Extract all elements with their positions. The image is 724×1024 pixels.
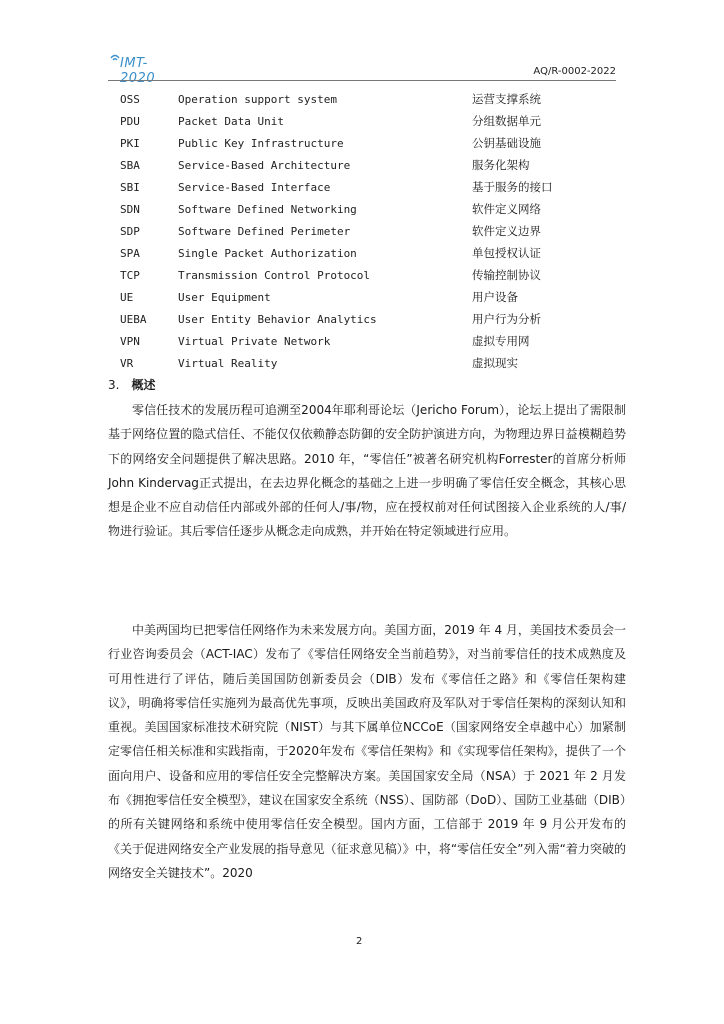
abbreviation-cell: SDN bbox=[120, 202, 140, 216]
english-term-cell: Virtual Private Network bbox=[178, 334, 331, 348]
abbreviation-cell: VR bbox=[120, 356, 134, 370]
english-term-cell: Software Defined Perimeter bbox=[178, 224, 351, 238]
section-heading bbox=[108, 376, 155, 393]
abbreviation-cell: PKI bbox=[120, 136, 140, 150]
english-term-cell: Operation support system bbox=[178, 92, 337, 106]
header-rule bbox=[108, 80, 616, 81]
table-row bbox=[120, 154, 590, 176]
chinese-term-cell: 传输控制协议 bbox=[472, 268, 541, 282]
chinese-term-cell: 用户设备 bbox=[472, 290, 518, 304]
english-term-cell: User Entity Behavior Analytics bbox=[178, 312, 377, 326]
table-row bbox=[120, 352, 590, 374]
abbreviation-cell: TCP bbox=[120, 268, 140, 282]
chinese-term-cell: 基于服务的接口 bbox=[472, 180, 553, 194]
english-term-cell: Service-Based Architecture bbox=[178, 158, 351, 172]
abbreviation-table bbox=[120, 88, 590, 374]
abbreviation-cell: PDU bbox=[120, 114, 140, 128]
table-row bbox=[120, 242, 590, 264]
chinese-term-cell: 单包授权认证 bbox=[472, 246, 541, 260]
abbreviation-cell: SPA bbox=[120, 246, 140, 260]
logo-text: IMT-2020 bbox=[120, 56, 156, 86]
chinese-term-cell: 用户行为分析 bbox=[472, 312, 541, 326]
table-row bbox=[120, 176, 590, 198]
english-term-cell: Service-Based Interface bbox=[178, 180, 331, 194]
table-row bbox=[120, 330, 590, 352]
chinese-term-cell: 虚拟专用网 bbox=[472, 334, 530, 348]
english-term-cell: Virtual Reality bbox=[178, 356, 278, 370]
abbreviation-cell: SBI bbox=[120, 180, 140, 194]
table-row bbox=[120, 264, 590, 286]
chinese-term-cell: 分组数据单元 bbox=[472, 114, 541, 128]
english-term-cell: Single Packet Authorization bbox=[178, 246, 357, 260]
table-row bbox=[120, 198, 590, 220]
english-term-cell: User Equipment bbox=[178, 290, 271, 304]
page-header bbox=[108, 50, 616, 86]
english-term-cell: Public Key Infrastructure bbox=[178, 136, 344, 150]
table-row bbox=[120, 110, 590, 132]
paragraph: 中美两国均已把零信任网络作为未来发展方向。美国方面，2019 年 4 月，美国技术委员会一行业咨询委员会（ACT-IAC）发布了《零信任网络安全当前趋势》，对当前零信任的技术成熟度及可用性进行了评估，随后美国国防创新委员会（DIB）发布《零信任之路》和《零信任架构建议》，明确将零信任实施列为最高优先事项，反映出美国政府及军队对于零信任架构的深刻认知和重视。美国国家标准技术研究院（NIST）与其下属单位NCCoE（国家网络安全卓越中心）加紧制定零信任相关标准和实践指南，于2020年发布《零信任架构》和《实现零信任架构》，提供了一个面向用户、设备和应用的零信任安全完整解决方案。美国国家安全局（NSA）于 2021 年 2 月发布《拥抱零信任安全模型》，建议在国家安全系统（NSS）、国防部（DoD）、国防工业基础（DIB）的所有关键网络和系统中使用零信任安全模型。国内方面，工信部于 2019 年 9 月公开发布的《关于促进网络安全产业发展的指导意见（征求意见稿）》中，将“零信任安全”列入需“着力突破的网络安全关键技术”。2020 bbox=[108, 623, 626, 880]
chinese-term-cell: 软件定义网络 bbox=[472, 202, 541, 216]
abbreviation-cell: VPN bbox=[120, 334, 140, 348]
english-term-cell: Software Defined Networking bbox=[178, 202, 357, 216]
abbreviation-cell: SBA bbox=[120, 158, 140, 172]
english-term-cell: Packet Data Unit bbox=[178, 114, 284, 128]
abbreviation-cell: UE bbox=[120, 290, 134, 304]
table-row bbox=[120, 286, 590, 308]
table-row bbox=[120, 88, 590, 110]
document-number: AQ/R-0002-2022 bbox=[533, 66, 616, 77]
chinese-term-cell: 公钥基础设施 bbox=[472, 136, 541, 150]
english-term-cell: Transmission Control Protocol bbox=[178, 268, 371, 282]
chinese-term-cell: 服务化架构 bbox=[472, 158, 530, 172]
table-row bbox=[120, 220, 590, 242]
paragraph: 零信任技术的发展历程可追溯至2004年耶利哥论坛（Jericho Forum），论坛上提出了需限制基于网络位置的隐式信任、不能仅仅依赖静态防御的安全防护演进方向，为物理边界日益模糊趋势下的网络安全问题提供了解决思路。2010 年，“零信任”被著名研究机构Forrester的首席分析师John Kindervag正式提出，在去边界化概念的基础之上进一步明确了零信任安全概念，其核心思想是企业不应自动信任内部或外部的任何人/事/物，应在授权前对任何试图接入企业系统的人/事/物进行验证。其后零信任逐步从概念走向成熟，并开始在特定领域进行应用。 bbox=[108, 403, 626, 539]
abbreviation-cell: SDP bbox=[120, 224, 140, 238]
chinese-term-cell: 虚拟现实 bbox=[472, 356, 518, 370]
section-number: 3. bbox=[108, 378, 120, 392]
abbreviation-cell: OSS bbox=[120, 92, 140, 106]
abbreviation-cell: UEBA bbox=[120, 312, 147, 326]
chinese-term-cell: 运营支撑系统 bbox=[472, 92, 541, 106]
chinese-term-cell: 软件定义边界 bbox=[472, 224, 541, 238]
page-number: 2 bbox=[356, 936, 363, 947]
table-row bbox=[120, 308, 590, 330]
section-title: 概述 bbox=[131, 378, 156, 392]
table-row bbox=[120, 132, 590, 154]
